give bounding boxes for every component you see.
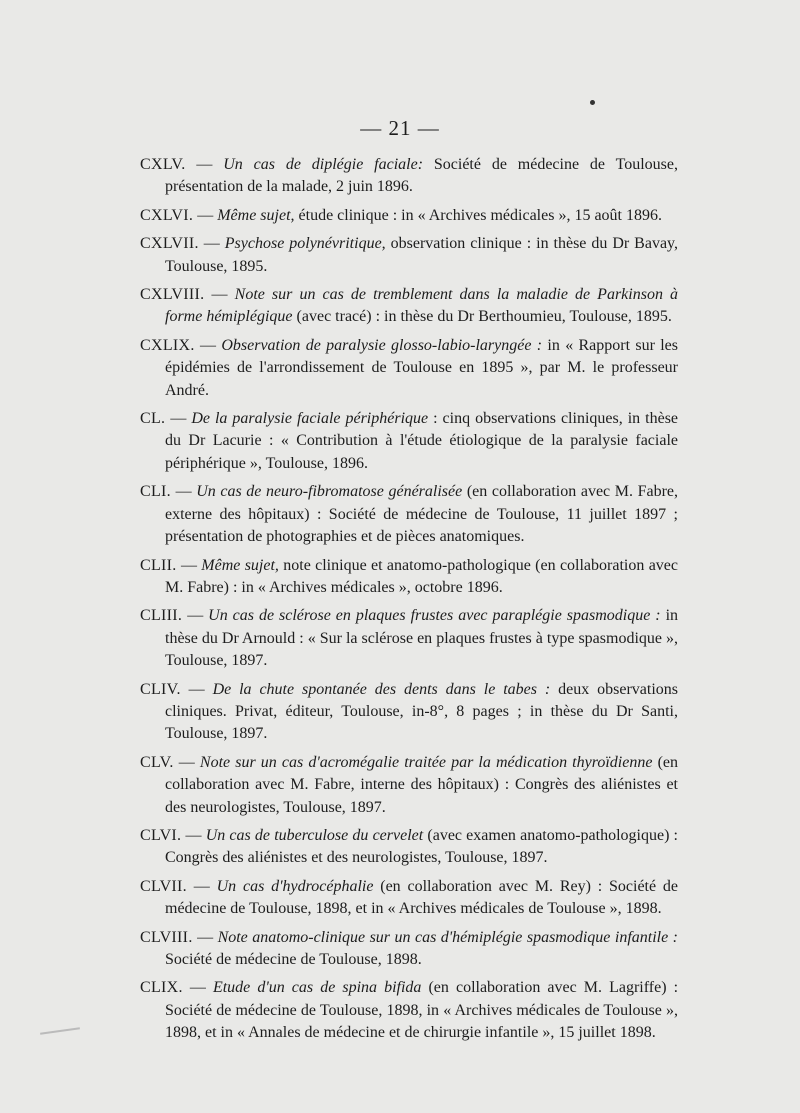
- entry-number: CLVIII.: [140, 928, 193, 946]
- entry-dash: —: [198, 235, 225, 253]
- ink-dot: [590, 100, 595, 105]
- entry-dash: —: [185, 156, 224, 173]
- entry-details: in « Rapport sur les épidémies de l'arrondissement de Toulouse en 1895 », par M. le professeur André.: [165, 336, 679, 399]
- entry-number: CXLV.: [140, 156, 186, 173]
- ink-smudge: [40, 1027, 80, 1035]
- bibliography-entry: [140, 154, 678, 199]
- bibliography-entry: [140, 605, 678, 672]
- entry-number: CLIX.: [140, 979, 183, 997]
- bibliography-entry: [140, 679, 678, 746]
- bibliography-entry: [140, 977, 678, 1044]
- entry-details: : cinq observations cliniques, in thèse du Dr Lacurie : « Contribution à l'étude étiologique de la paralysie faciale périphérique », Toulouse, 1896.: [165, 410, 679, 472]
- entry-title: Un cas de neuro-fibromatose généralisée: [196, 483, 463, 501]
- entry-dash: —: [193, 206, 218, 224]
- entry-title: Psychose polynévritique,: [224, 235, 386, 253]
- entry-details: (en collaboration avec M. Fabre, interne des hôpitaux) : Congrès des aliénistes et des neurologistes, Toulouse, 1897.: [165, 753, 679, 816]
- entry-details: (avec examen anatomo-pathologique) : Congrès des aliénistes et des neurologistes, Toulouse, 1897.: [165, 826, 679, 867]
- entry-details: deux observations cliniques. Privat, éditeur, Toulouse, in-8°, 8 pages ; in thèse du Dr Santi, Toulouse, 1897.: [165, 680, 679, 743]
- entry-details: (en collaboration avec M. Lagriffe) : Société de médecine de Toulouse, 1898, in « Archives médicales de Toulouse », 1898, et in « Annales de médecine et de chirurgie infantile », 15 juillet 1898.: [165, 979, 679, 1042]
- entry-details: in thèse du Dr Arnould : « Sur la sclérose en plaques frustes à type spasmodique », Toulouse, 1897.: [165, 607, 679, 670]
- entry-title: Un cas d'hydrocéphalie: [216, 877, 374, 895]
- entry-dash: —: [180, 680, 213, 698]
- entry-dash: —: [181, 826, 206, 844]
- bibliography-entry: [140, 555, 678, 600]
- entry-title: Même sujet,: [201, 556, 279, 574]
- entry-dash: —: [182, 979, 213, 997]
- bibliography-entry: [140, 284, 678, 329]
- entry-number: CXLVI.: [140, 206, 194, 224]
- bibliography-entry: [140, 876, 678, 921]
- entry-details: observation clinique : in thèse du Dr Bavay, Toulouse, 1895.: [165, 235, 679, 275]
- entry-title: De la chute spontanée des dents dans le tabes :: [212, 680, 551, 698]
- entry-title: Note anatomo-clinique sur un cas d'hémiplégie spasmodique infantile :: [217, 928, 678, 946]
- entry-title: Même sujet,: [217, 206, 295, 224]
- entry-title: Note sur un cas de tremblement dans la maladie de Parkinson à forme hémiplégique: [165, 286, 679, 326]
- entry-details: Société de médecine de Toulouse, 1898.: [165, 951, 422, 968]
- entry-number: CLV.: [140, 753, 174, 771]
- entry-dash: —: [187, 877, 217, 895]
- entry-details: (en collaboration avec M. Fabre, externe des hôpitaux) : Société de médecine de Toulouse, 11 juillet 1897 ; présentation de photographies et de pièces anatomiques.: [165, 483, 678, 546]
- entry-number: CXLIX.: [140, 336, 195, 354]
- entry-number: CLI.: [140, 483, 171, 501]
- entry-details: note clinique et anatomo-pathologique (en collaboration avec M. Fabre) : in « Archives médicales », octobre 1896.: [165, 556, 678, 596]
- bibliography-entry: [140, 335, 678, 402]
- bibliography-entry: [140, 205, 678, 227]
- entry-title: Un cas de sclérose en plaques frustes avec paraplégie spasmodique :: [208, 607, 661, 625]
- entry-number: CL.: [140, 410, 166, 428]
- entry-number: CXLVIII.: [140, 286, 205, 304]
- entry-details: étude clinique : in « Archives médicales », 15 août 1896.: [294, 206, 662, 224]
- entry-details: Société de médecine de Toulouse, présentation de la malade, 2 juin 1896.: [165, 156, 679, 196]
- entry-title: Etude d'un cas de spina bifida: [212, 979, 422, 997]
- bibliography-entry: [140, 233, 678, 278]
- entry-dash: —: [192, 928, 218, 946]
- entry-number: CLIII.: [140, 607, 183, 625]
- bibliography-entry: [140, 752, 678, 819]
- bibliography-list: [140, 154, 678, 1051]
- entry-number: CLVI.: [140, 826, 182, 844]
- bibliography-entry: [140, 408, 678, 475]
- bibliography-entry: [140, 481, 678, 548]
- entry-dash: —: [165, 410, 192, 428]
- entry-details: (en collaboration avec M. Rey) : Société de médecine de Toulouse, 1898, et in « Archives médicales de Toulouse », 1898.: [165, 877, 678, 918]
- entry-number: CXLVII.: [140, 235, 199, 253]
- entry-title: De la paralysie faciale périphérique: [191, 410, 429, 428]
- entry-title: Un cas de tuberculose du cervelet: [205, 826, 424, 844]
- entry-dash: —: [170, 483, 197, 501]
- entry-dash: —: [173, 753, 200, 771]
- bibliography-entry: [140, 927, 678, 972]
- entry-dash: —: [194, 336, 222, 354]
- entry-dash: —: [204, 286, 235, 304]
- entry-dash: —: [176, 556, 202, 574]
- entry-dash: —: [182, 607, 209, 625]
- entry-number: CLIV.: [140, 680, 181, 698]
- entry-title: Observation de paralysie glosso-labio-laryngée :: [221, 336, 543, 354]
- entry-title: Note sur un cas d'acromégalie traitée par la médication thyroïdienne: [199, 753, 653, 771]
- page-number: — 21 —: [360, 116, 440, 140]
- entry-title: Un cas de diplégie faciale:: [223, 156, 424, 173]
- bibliography-entry: [140, 825, 678, 870]
- entry-number: CLVII.: [140, 877, 187, 895]
- entry-details: (avec tracé) : in thèse du Dr Berthoumieu, Toulouse, 1895.: [292, 308, 672, 326]
- entry-number: CLII.: [140, 556, 177, 574]
